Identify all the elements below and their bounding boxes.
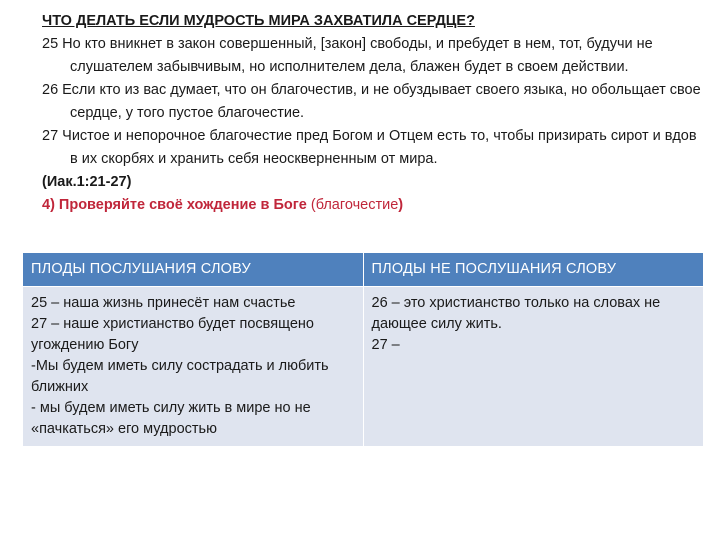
- section-heading: [42, 194, 702, 217]
- list-item: 27 –: [371, 337, 400, 353]
- list-item: -Мы будем иметь силу сострадать и любить ближних: [31, 358, 329, 395]
- list-item: 27 – наше христианство будет посвящено угождению Богу: [31, 316, 314, 353]
- table-header-row: [23, 253, 704, 287]
- table-row: [23, 287, 704, 447]
- cell-disobedience-fruits: [363, 287, 704, 447]
- cell-obedience-fruits: [23, 287, 364, 447]
- list-item: - мы будем иметь силу жить в мире но не «пачкаться» его мудростью: [31, 400, 311, 437]
- header-obedience: ПЛОДЫ ПОСЛУШАНИЯ СЛОВУ: [23, 253, 364, 287]
- list-item: 26 – это христианство только на словах не дающее силу жить.: [371, 295, 661, 332]
- section-paren-open: (: [306, 197, 316, 213]
- verse-27: 27 Чистое и непорочное благочестие пред Богом и Отцем есть то, чтобы призирать сирот и вдов в их скорбях и хранить себя неоскверненным от мира.: [42, 128, 697, 167]
- section-paren-word: благочестие: [315, 197, 399, 213]
- page-title: ЧТО ДЕЛАТЬ ЕСЛИ МУДРОСТЬ МИРА ЗАХВАТИЛА СЕРДЦЕ?: [42, 13, 475, 29]
- verse-26: 26 Если кто из вас думает, что он благочестив, и не обуздывает своего языка, но обольщает свое сердце, у того пустое благочестие.: [42, 82, 701, 121]
- section-heading-main: 4) Проверяйте своё хождение в Боге: [42, 197, 307, 213]
- list-item: 25 – наша жизнь принесёт нам счастье: [31, 295, 296, 311]
- fruits-table: [22, 252, 704, 447]
- section-paren-close: ): [398, 197, 404, 213]
- document-body: [42, 10, 702, 217]
- verse-25: 25 Но кто вникнет в закон совершенный, [закон] свободы, и пребудет в нем, тот, будучи не слушателем забывчивым, но исполнителем дела, блажен будет в своем действии.: [42, 36, 653, 75]
- scripture-reference: (Иак.1:21-27): [42, 174, 132, 190]
- header-disobedience: ПЛОДЫ НЕ ПОСЛУШАНИЯ СЛОВУ: [363, 253, 704, 287]
